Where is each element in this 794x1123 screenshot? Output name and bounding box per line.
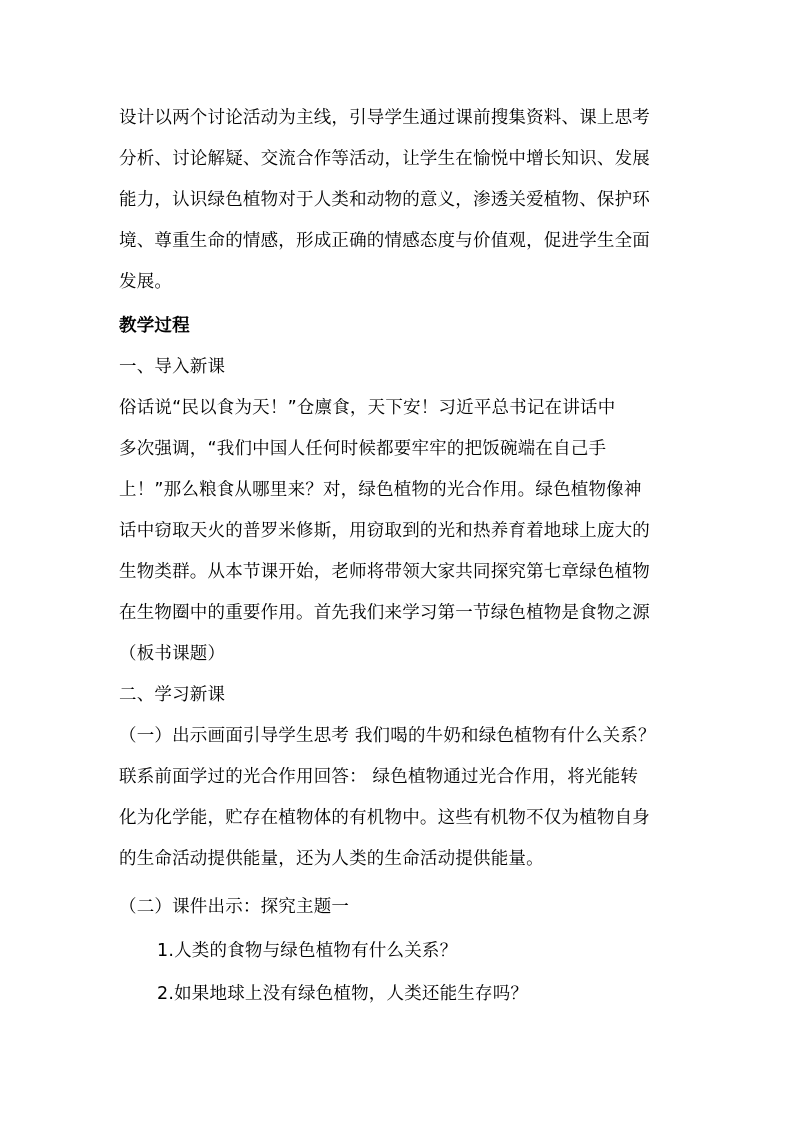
part2-line-2: 联系前面学过的光合作用回答： 绿色植物通过光合作用，将光能转 (119, 767, 639, 787)
intro-line-1: 设计以两个讨论活动为主线，引导学生通过课前搜集资料、课上思考 (119, 108, 650, 128)
question-2: 2.如果地球上没有绿色植物，人类还能生存吗？ (157, 984, 529, 1004)
part2-line-4: 的生命活动提供能量，还为人类的生命活动提供能量。 (119, 849, 544, 869)
part1-line-4: 话中窃取天火的普罗米修斯，用窃取到的光和热养育着地球上庞大的 (119, 521, 650, 541)
part2-line-3: 化为化学能，贮存在植物体的有机物中。这些有机物不仅为植物自身 (119, 808, 650, 828)
intro-line-4: 境、尊重生命的情感，形成正确的情感态度与价值观，促进学生全面 (119, 231, 650, 251)
question-1: 1.人类的食物与绿色植物有什么关系？ (157, 941, 458, 961)
part1-line-6: 在生物圈中的重要作用。首先我们来学习第一节绿色植物是食物之源 (119, 603, 650, 623)
part2-line-1: （一）出示画面引导学生思考 我们喝的牛奶和绿色植物有什么关系？ (119, 726, 656, 746)
part1-line-7: （板书课题） (119, 644, 226, 664)
section-heading: 教学过程 (119, 316, 190, 336)
part1-line-2: 多次强调，“我们中国人任何时候都要牢牢的把饭碗端在自己手 (119, 439, 607, 459)
part1-heading: 一、导入新课 (119, 357, 226, 377)
part2-sub-heading: （二）课件出示：探究主题一 (119, 897, 350, 917)
part1-line-3: 上！”那么粮食从哪里来？对，绿色植物的光合作用。绿色植物像神 (119, 480, 642, 500)
intro-line-3: 能力，认识绿色植物对于人类和动物的意义，渗透关爱植物、保护环 (119, 190, 650, 210)
part2-heading: 二、学习新课 (119, 685, 226, 705)
intro-line-5: 发展。 (119, 272, 173, 292)
intro-line-2: 分析、讨论解疑、交流合作等活动，让学生在愉悦中增长知识、发展 (119, 149, 650, 169)
part1-line-5: 生物类群。从本节课开始，老师将带领大家共同探究第七章绿色植物 (119, 562, 650, 582)
part1-line-1: 俗话说“民以食为天！”仓廪食，天下安！习近平总书记在讲话中 (119, 398, 616, 418)
